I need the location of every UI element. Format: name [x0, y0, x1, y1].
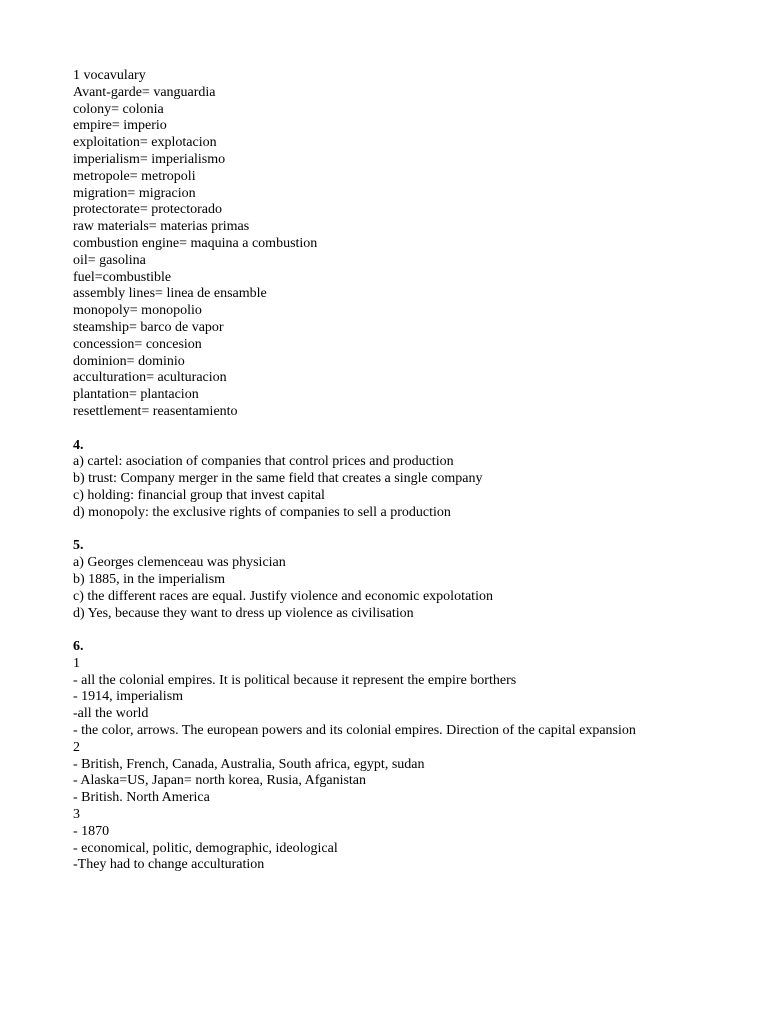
section-6-line: - 1914, imperialism	[73, 689, 184, 705]
section-5-line: d) Yes, because they want to dress up violence as civilisation	[73, 605, 414, 621]
section-6-line: - British. North America	[73, 790, 210, 806]
section-6-line: - Alaska=US, Japan= north korea, Rusia, Afganistan	[73, 773, 367, 789]
vocabulary-item: steamship= barco de vapor	[73, 319, 224, 335]
vocabulary-item: fuel=combustible	[73, 269, 172, 285]
vocabulary-item: plantation= plantacion	[73, 387, 199, 403]
section-5-line: b) 1885, in the imperialism	[73, 571, 226, 587]
vocabulary-item: metropole= metropoli	[73, 168, 196, 184]
section-6-line: - 1870	[73, 823, 110, 839]
vocabulary-item: assembly lines= linea de ensamble	[73, 286, 267, 302]
section-6-line: 1	[73, 655, 80, 671]
section-6-line: - all the colonial empires. It is political because it represent the empire borthers	[73, 672, 517, 688]
section-4-line: a) cartel: asociation of companies that control prices and production	[73, 454, 454, 470]
vocabulary-item: raw materials= materias primas	[73, 219, 250, 235]
section-6-line: - British, French, Canada, Australia, South africa, egypt, sudan	[73, 756, 425, 772]
section-6-line: 2	[73, 739, 80, 755]
section-6-line: -They had to change acculturation	[73, 857, 265, 873]
vocabulary-item: oil= gasolina	[73, 252, 146, 268]
section-6-heading: 6.	[73, 639, 84, 655]
document-page	[73, 68, 693, 874]
section-5-line: c) the different races are equal. Justify violence and economic expolotation	[73, 588, 493, 604]
vocabulary-item: combustion engine= maquina a combustion	[73, 235, 318, 251]
vocabulary-item: empire= imperio	[73, 118, 167, 134]
section-5-heading: 5.	[73, 538, 84, 554]
section-6-line: - the color, arrows. The european powers and its colonial empires. Direction of the capital expansion	[73, 723, 636, 739]
vocabulary-item: imperialism= imperialismo	[73, 151, 226, 167]
vocabulary-item: monopoly= monopolio	[73, 303, 202, 319]
vocabulary-item: protectorate= protectorado	[73, 202, 222, 218]
vocabulary-title: 1 vocavulary	[73, 68, 146, 83]
vocabulary-item: Avant-garde= vanguardia	[73, 84, 216, 100]
section-4-line: c) holding: financial group that invest capital	[73, 487, 325, 503]
vocabulary-item: migration= migracion	[73, 185, 196, 201]
section-4-line: b) trust: Company merger in the same field that creates a single company	[73, 471, 483, 487]
section-6-line: - economical, politic, demographic, ideological	[73, 840, 338, 856]
vocabulary-item: exploitation= explotacion	[73, 135, 217, 151]
section-6-line: -all the world	[73, 706, 149, 722]
paragraph-gap	[73, 522, 693, 539]
vocabulary-item: acculturation= aculturacion	[73, 370, 227, 386]
vocabulary-item: dominion= dominio	[73, 353, 185, 369]
section-4-line: d) monopoly: the exclusive rights of companies to sell a production	[73, 504, 451, 520]
section-5-line: a) Georges clemenceau was physician	[73, 555, 286, 571]
vocabulary-item: resettlement= reasentamiento	[73, 403, 238, 419]
section-6-line: 3	[73, 807, 80, 823]
paragraph-gap	[73, 622, 693, 639]
vocabulary-item: colony= colonia	[73, 101, 164, 117]
paragraph-gap	[73, 421, 693, 438]
section-4-heading: 4.	[73, 437, 84, 453]
vocabulary-item: concession= concesion	[73, 336, 202, 352]
